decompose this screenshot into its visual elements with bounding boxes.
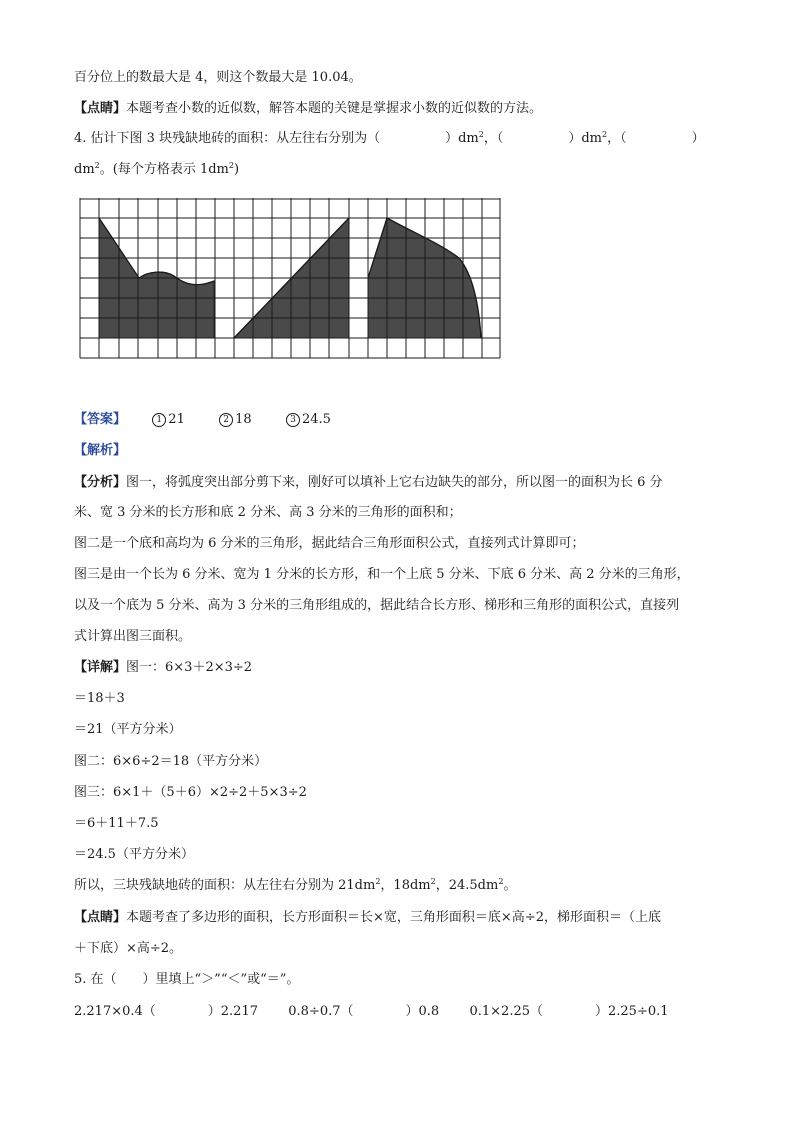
answer-item-2 [219, 412, 252, 428]
detail-line: ＝6＋11＋7.5 [74, 816, 159, 831]
q4-text-d: dm [74, 162, 95, 177]
answer-value: 21 [168, 412, 185, 427]
detail-line: 图二：6×6÷2＝18（平方分米） [74, 754, 268, 769]
tile-grid-figure [79, 198, 503, 360]
answer-value: 18 [235, 412, 252, 427]
superscript: 2 [228, 161, 234, 170]
question-5-title: 5. 在（ ）里填上“＞”“＜”或“＝”。 [74, 972, 300, 987]
dianjing-line-2 [74, 910, 661, 926]
text-line: 百分位上的数最大是 4，则这个数最大是 10.04。 [74, 70, 362, 85]
detail-line: ＝24.5（平方分米） [74, 847, 194, 862]
q4-text-b: ，（ ）dm [483, 131, 602, 146]
conclusion-text-d: 。 [503, 878, 517, 893]
q4-text-c: ，（ ） [607, 131, 705, 146]
analysis-line [74, 475, 663, 491]
question-4-line [74, 131, 705, 147]
fenxi-tag: 【分析】 [74, 475, 127, 490]
detail-line: ＝21（平方分米） [74, 722, 182, 737]
answer-tag: 【答案】 [74, 412, 127, 427]
question-5-row [74, 1004, 669, 1020]
q5-expression-1: 2.217×0.4（ ）2.217 [74, 1004, 258, 1019]
conclusion-text-a: 所以，三块残缺地砖的面积：从左往右分别为 21dm [74, 878, 376, 893]
analysis-line: 以及一个底为 5 分米、高为 3 分米的三角形组成的，据此结合长方形、梯形和三角形的面积公式，直接列 [74, 598, 680, 613]
circled-number: 3 [286, 413, 300, 427]
circled-number: 2 [219, 413, 233, 427]
circled-number: 1 [152, 413, 166, 427]
answer-value: 24.5 [301, 412, 331, 427]
analysis-text: 图一，将弧度突出部分剪下来，刚好可以填补上它右边缺失的部分，所以图一的面积为长 6 分 [126, 475, 663, 490]
dianjing-tag: 【点睛】 [74, 910, 127, 925]
dianjing-line-3: ＋下底）×高÷2。 [74, 941, 183, 956]
superscript: 2 [601, 130, 608, 139]
superscript: 2 [430, 877, 436, 886]
question-4-line-2 [74, 162, 239, 178]
conclusion-text-b: ，18dm [380, 878, 431, 893]
q4-text-a: 4. 估计下图 3 块残缺地砖的面积：从左往右分别为（ ）dm [74, 131, 479, 146]
q4-text-f: ) [233, 162, 240, 177]
analysis-line: 米、宽 3 分米的长方形和底 2 分米、高 3 分米的三角形的面积和； [74, 505, 462, 520]
analysis-line: 式计算出图三面积。 [74, 629, 192, 644]
q5-expression-3: 0.1×2.25（ ）2.25÷0.1 [469, 1004, 669, 1019]
detail-line [74, 660, 252, 676]
dianjing-text: 本题考查小数的近似数，解答本题的关键是掌握求小数的近似数的方法。 [126, 101, 543, 116]
q5-expression-2: 0.8÷0.7（ ）0.8 [288, 1004, 440, 1019]
answer-item-1 [152, 412, 185, 428]
conclusion-text-c: ，24.5dm [435, 878, 499, 893]
answer-item-3 [286, 412, 331, 428]
q4-text-e: 。(每个方格表示 1dm [99, 162, 229, 177]
superscript: 2 [498, 877, 504, 886]
analysis-heading [74, 443, 126, 459]
superscript: 2 [478, 130, 484, 139]
dianjing-tag: 【点睛】 [74, 101, 127, 116]
analysis-line: 图二是一个底和高均为 6 分米的三角形，据此结合三角形面积公式，直接列式计算即可； [74, 536, 585, 551]
analysis-line: 图三是由一个长为 6 分米、宽为 1 分米的长方形，和一个上底 5 分米、下底 6 分米、高 2 分米的三角形， [74, 567, 690, 582]
dianjing-line [74, 101, 542, 117]
superscript: 2 [94, 161, 100, 170]
detail-line: ＝18＋3 [74, 691, 125, 706]
superscript: 2 [375, 877, 381, 886]
detail-text: 图一：6×3＋2×3÷2 [126, 660, 253, 675]
answer-line [74, 412, 331, 428]
dianjing-text: 本题考查了多边形的面积，长方形面积＝长×宽，三角形面积＝底×高÷2，梯形面积＝（上底 [126, 910, 661, 925]
conclusion-line [74, 878, 516, 894]
analysis-tag: 【解析】 [74, 443, 127, 458]
detail-tag: 【详解】 [74, 660, 127, 675]
detail-line: 图三：6×1＋（5＋6）×2÷2＋5×3÷2 [74, 785, 307, 800]
